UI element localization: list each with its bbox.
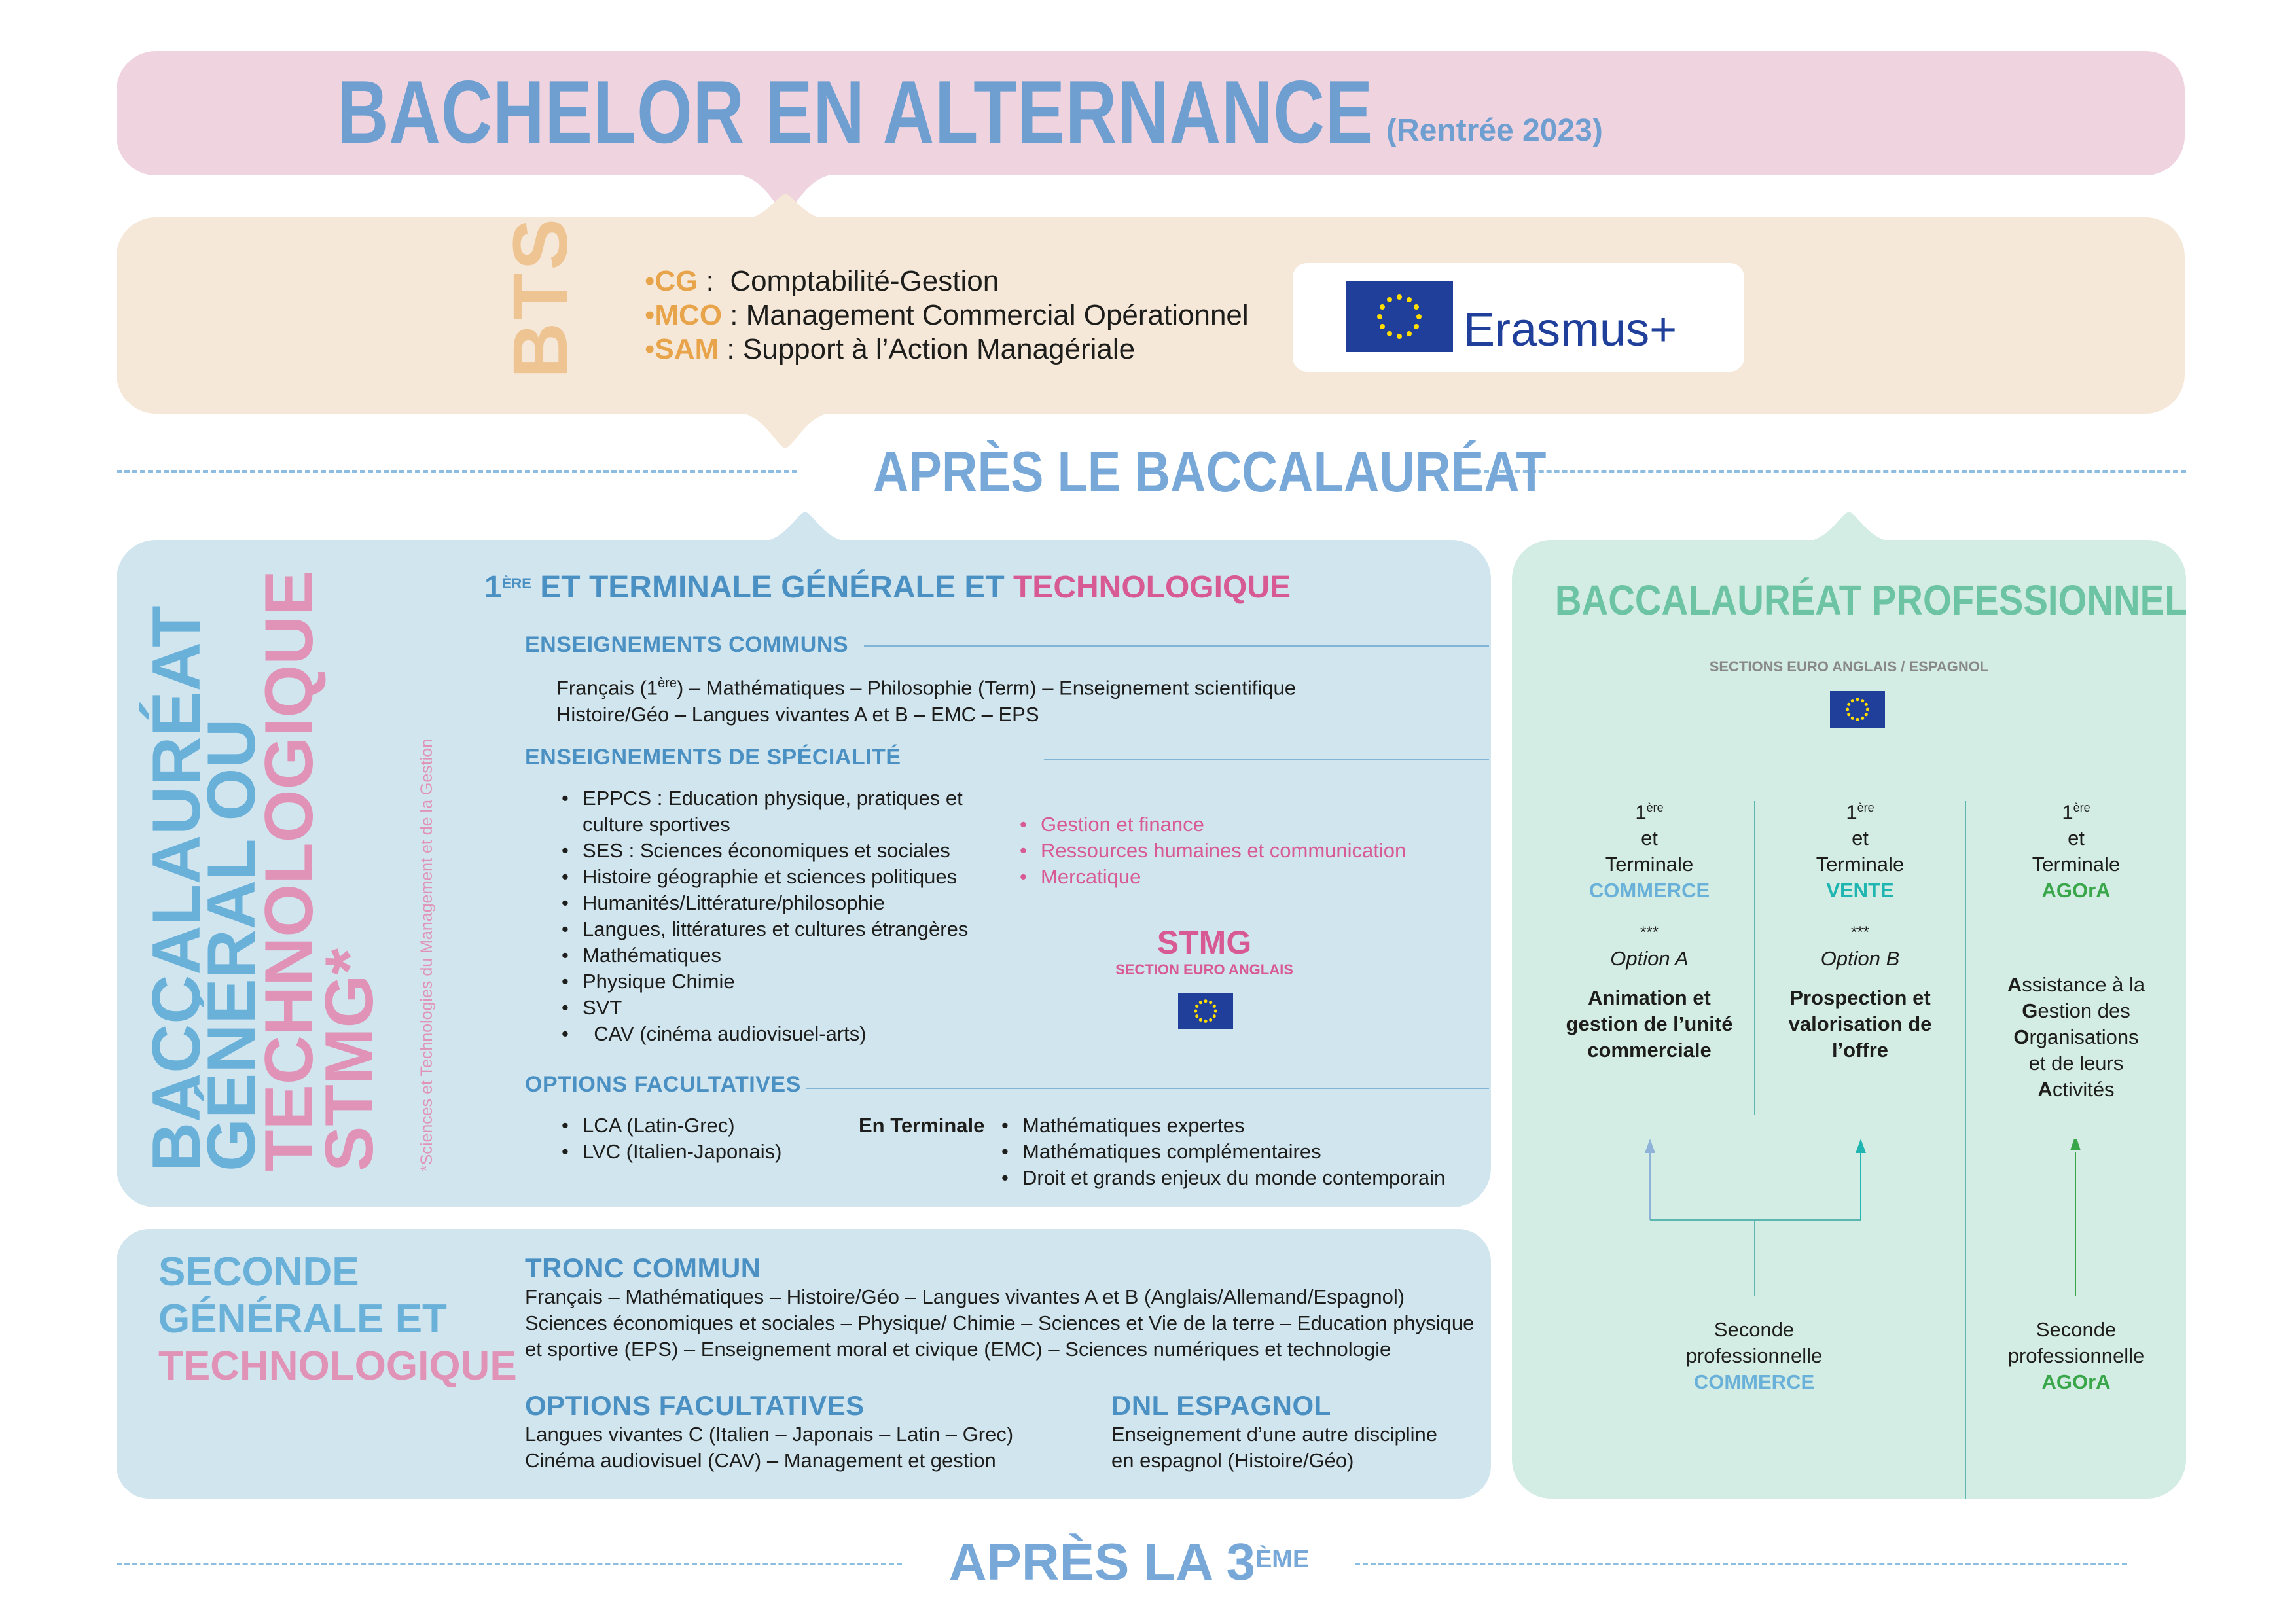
arrow-up-icon	[1645, 1139, 1655, 1153]
bts-list	[645, 264, 1249, 366]
terminale-option-item: • Droit et grands enjeux du monde contemporain	[995, 1165, 1445, 1191]
bac-pro-col-commerce: 1ère et Terminale COMMERCE *** Option A Animation et gestion de l’unité commerciale	[1566, 800, 1733, 1062]
specialite-item: • Mathématiques	[555, 942, 968, 969]
stmg-badge: STMG SECTION EURO ANGLAIS	[1115, 924, 1293, 978]
specialite-item: • CAV (cinéma audiovisuel-arts)	[555, 1021, 968, 1047]
communs-title: ENSEIGNEMENTS COMMUNS	[525, 632, 849, 657]
tronc-title: TRONC COMMUN	[525, 1253, 761, 1283]
connector-notch	[740, 194, 831, 220]
bts-label: BTS	[497, 216, 584, 378]
bac-pro-sections-note: SECTIONS EURO ANGLAIS / ESPAGNOL	[1709, 658, 1989, 675]
specialite-rule	[1044, 759, 1489, 760]
divider	[117, 1563, 902, 1565]
arrow-up-icon	[1856, 1139, 1866, 1153]
seconde-options-title: OPTIONS FACULTATIVES	[525, 1390, 865, 1421]
connector-notch	[1803, 512, 1895, 542]
eu-flag-icon	[1346, 281, 1453, 352]
specialite-item: • EPPCS : Education physique, pratiques et culture sportives	[555, 785, 968, 838]
eu-flag-icon	[1830, 691, 1885, 728]
seconde-title: SECONDE GÉNÉRALE ET TECHNOLOGIQUE	[158, 1249, 517, 1389]
bts-item: •CG : Comptabilité-Gestion	[645, 265, 999, 297]
terminale-options-list	[995, 1113, 1445, 1191]
bac-general-heading: 1ÈRE ET TERMINALE GÉNÉRALE ET TECHNOLOGIQUE	[484, 570, 1291, 605]
communs-text: Français (1ère) – Mathématiques – Philosophie (Term) – Enseignement scientifique Histoire/Géo – Langues vivantes A et B – EMC – EPS	[556, 676, 1296, 726]
specialite-item: • SVT	[555, 995, 968, 1021]
seconde-pro-agora: Seconde professionnelle AGOrA	[2007, 1318, 2145, 1393]
terminale-option-item: • Mathématiques complémentaires	[995, 1139, 1445, 1165]
specialite-title: ENSEIGNEMENTS DE SPÉCIALITÉ	[525, 745, 901, 770]
bac-pro-col-agora: 1ère et Terminale AGOrA Assistance à la Gestion des Organisations et de leurs Activités	[2007, 800, 2145, 1101]
option-item: • LCA (Latin-Grec)	[555, 1113, 781, 1139]
dnl-title: DNL ESPAGNOL	[1111, 1390, 1331, 1421]
bts-item: •SAM : Support à l’Action Managériale	[645, 333, 1136, 365]
specialite-item: • Humanités/Littérature/philosophie	[555, 890, 968, 916]
stmg-item: • Mercatique	[1013, 864, 1406, 890]
specialite-item: • SES : Sciences économiques et sociales	[555, 838, 968, 864]
eu-flag-icon	[1178, 993, 1233, 1029]
specialite-item: • Langues, littératures et cultures étrangères	[555, 916, 968, 942]
stmg-item: • Ressources humaines et communication	[1013, 838, 1406, 864]
tronc-text: Français – Mathématiques – Histoire/Géo – Langues vivantes A et B (Anglais/Allemand/Espagnol) Sciences économiques et sociales – Physique/ Chimie – Sciences et Vie de la terre – Education physique et sportive (EPS) – Enseignement moral et civique (EMC) – Sciences numériques et technologie	[525, 1285, 1475, 1361]
stmg-item: • Gestion et finance	[1013, 812, 1406, 838]
title-sub: (Rentrée 2023)	[1386, 113, 1603, 148]
bac-pro-col-vente: 1ère et Terminale VENTE *** Option B Prospection et valorisation de l’offre	[1788, 800, 1932, 1062]
seconde-options-text: Langues vivantes C (Italien – Japonais – Latin – Grec) Cinéma audiovisuel (CAV) – Management et gestion	[525, 1423, 1014, 1472]
bac-pro-title: BACCALAURÉAT PROFESSIONNEL	[1554, 577, 2187, 624]
terminale-option-item: • Mathématiques expertes	[995, 1113, 1445, 1139]
terminale-label: En Terminale	[859, 1114, 985, 1137]
specialite-list	[555, 785, 968, 1047]
seconde-pro-commerce: Seconde professionnelle COMMERCE	[1685, 1318, 1823, 1393]
connector-notch	[740, 412, 831, 452]
options-rule	[806, 1088, 1489, 1089]
stmg-list	[1013, 812, 1406, 890]
options-title: OPTIONS FACULTATIVES	[525, 1072, 801, 1097]
after-bac-heading: APRÈS LE BACCALAURÉAT	[872, 439, 1547, 504]
after-3eme-heading: APRÈS LA 3ÈME	[948, 1533, 1310, 1591]
bts-item: •MCO : Management Commercial Opérationnel	[645, 299, 1249, 331]
divider	[1355, 1563, 2127, 1565]
options-list	[555, 1113, 781, 1165]
divider	[117, 470, 797, 473]
title-main: BACHELOR EN ALTERNANCE	[337, 62, 1374, 162]
divider	[1476, 470, 2186, 473]
specialite-item: • Physique Chimie	[555, 969, 968, 995]
arrow-up-icon	[2070, 1139, 2081, 1150]
dnl-text: Enseignement d’une autre discipline en espagnol (Histoire/Géo)	[1111, 1423, 1438, 1472]
progression-arrows	[1512, 1139, 2186, 1302]
erasmus-logo-text: Erasmus+	[1463, 304, 1677, 356]
option-item: • LVC (Italien-Japonais)	[555, 1139, 781, 1165]
specialite-item: • Histoire géographie et sciences politiques	[555, 864, 968, 890]
communs-rule	[864, 645, 1489, 647]
bac-general-side-title: BACCALAURÉAT GÉNÉRAL OU TECHNOLOGIQUE STMG*	[139, 570, 387, 1171]
connector-notch	[759, 512, 851, 542]
stmg-footnote: *Sciences et Technologies du Management et de la Gestion	[418, 738, 436, 1171]
